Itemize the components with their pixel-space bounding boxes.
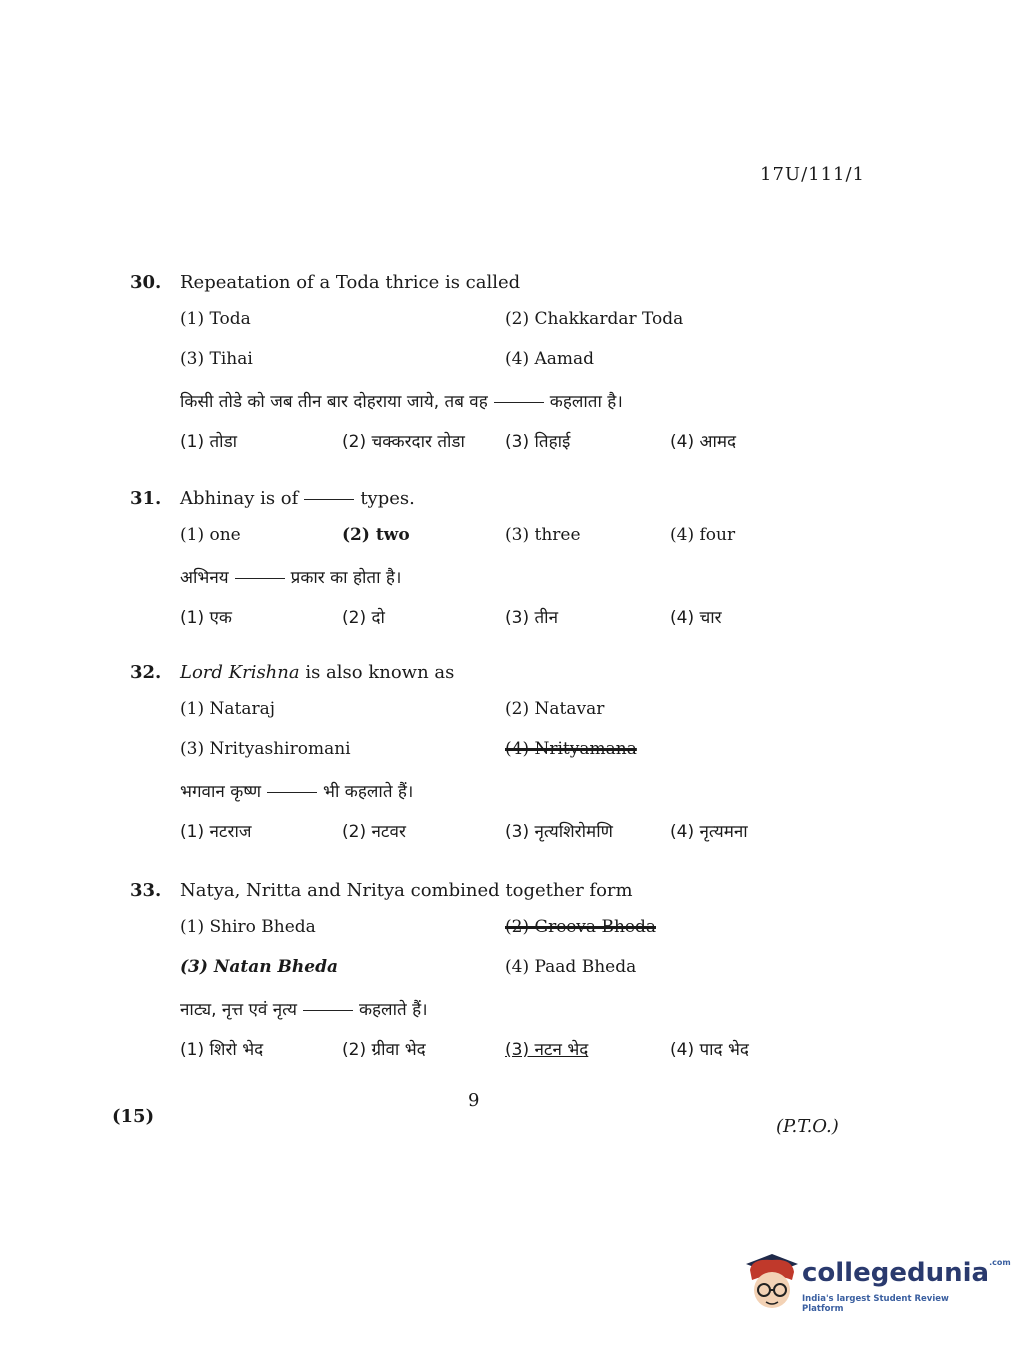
hindi-question: किसी तोडे को जब तीन बार दोहराया जाये, तब वह कहलाता है। [180, 392, 623, 412]
hindi-option-4: (4) नृत्यमना [670, 822, 748, 842]
question-text: Natya, Nritta and Nritya combined together form [180, 880, 633, 901]
option-3: (3) Natan Bheda [180, 957, 338, 977]
option-1: (1) Toda [180, 309, 251, 329]
hindi-question: भगवान कृष्ण भी कहलाते हैं। [180, 782, 414, 802]
option-4: (4) Aamad [505, 349, 595, 369]
option-3: (3) Tihai [180, 349, 253, 369]
question-text: Abhinay is of types. [180, 488, 415, 509]
hindi-option-2: (2) ग्रीवा भेद [342, 1040, 426, 1060]
hindi-option-1: (1) नटराज [180, 822, 252, 842]
question-33 [130, 880, 770, 1077]
hindi-option-1: (1) तोडा [180, 432, 238, 452]
option-2: (2) Chakkardar Toda [505, 309, 684, 329]
option-4: (4) Nrityamana [505, 739, 637, 759]
hindi-option-3: (3) नटन भेद [505, 1040, 589, 1060]
hindi-option-3: (3) नृत्यशिरोमणि [505, 822, 613, 842]
page-number: 9 [468, 1090, 480, 1111]
hindi-question: नाट्य, नृत्त एवं नृत्य कहलाते हैं। [180, 1000, 428, 1020]
hindi-option-1: (1) एक [180, 608, 232, 628]
hindi-option-2: (2) चक्करदार तोडा [342, 432, 465, 452]
hindi-option-1: (1) शिरो भेद [180, 1040, 264, 1060]
option-4: (4) Paad Bheda [505, 957, 637, 977]
question-30 [130, 272, 770, 469]
hindi-option-3: (3) तीन [505, 608, 559, 628]
option-3: (3) three [505, 525, 581, 545]
logo-wordmark: collegedunia$^{.com}$ [802, 1258, 1011, 1288]
page-count: (15) [112, 1106, 155, 1127]
hindi-option-4: (4) चार [670, 608, 722, 628]
hindi-option-4: (4) पाद भेद [670, 1040, 749, 1060]
hindi-question: अभिनय प्रकार का होता है। [180, 568, 402, 588]
hindi-option-2: (2) नटवर [342, 822, 406, 842]
collegedunia-logo[interactable] [742, 1248, 1011, 1318]
question-number: 33. [130, 880, 162, 901]
hindi-option-4: (4) आमद [670, 432, 737, 452]
question-text: Repeatation of a Toda thrice is called [180, 272, 521, 293]
paper-code: 17U/111/1 [760, 164, 866, 185]
option-2: (2) Natavar [505, 699, 605, 719]
option-1: (1) Nataraj [180, 699, 275, 719]
question-text: Lord Krishna is also known as [180, 662, 455, 683]
option-2: (2) two [342, 525, 410, 545]
question-number: 30. [130, 272, 162, 293]
option-1: (1) one [180, 525, 241, 545]
logo-tagline: India's largest Student Review Platform [802, 1294, 949, 1314]
question-number: 31. [130, 488, 162, 509]
question-31 [130, 488, 770, 645]
question-number: 32. [130, 662, 162, 683]
option-3: (3) Nrityashiromani [180, 739, 351, 759]
option-1: (1) Shiro Bheda [180, 917, 316, 937]
question-32 [130, 662, 770, 859]
mascot-icon [742, 1250, 800, 1314]
hindi-option-3: (3) तिहाई [505, 432, 571, 452]
pto-label: (P.T.O.) [776, 1116, 839, 1137]
option-2: (2) Greeva Bheda [505, 917, 656, 937]
option-4: (4) four [670, 525, 736, 545]
hindi-option-2: (2) दो [342, 608, 385, 628]
